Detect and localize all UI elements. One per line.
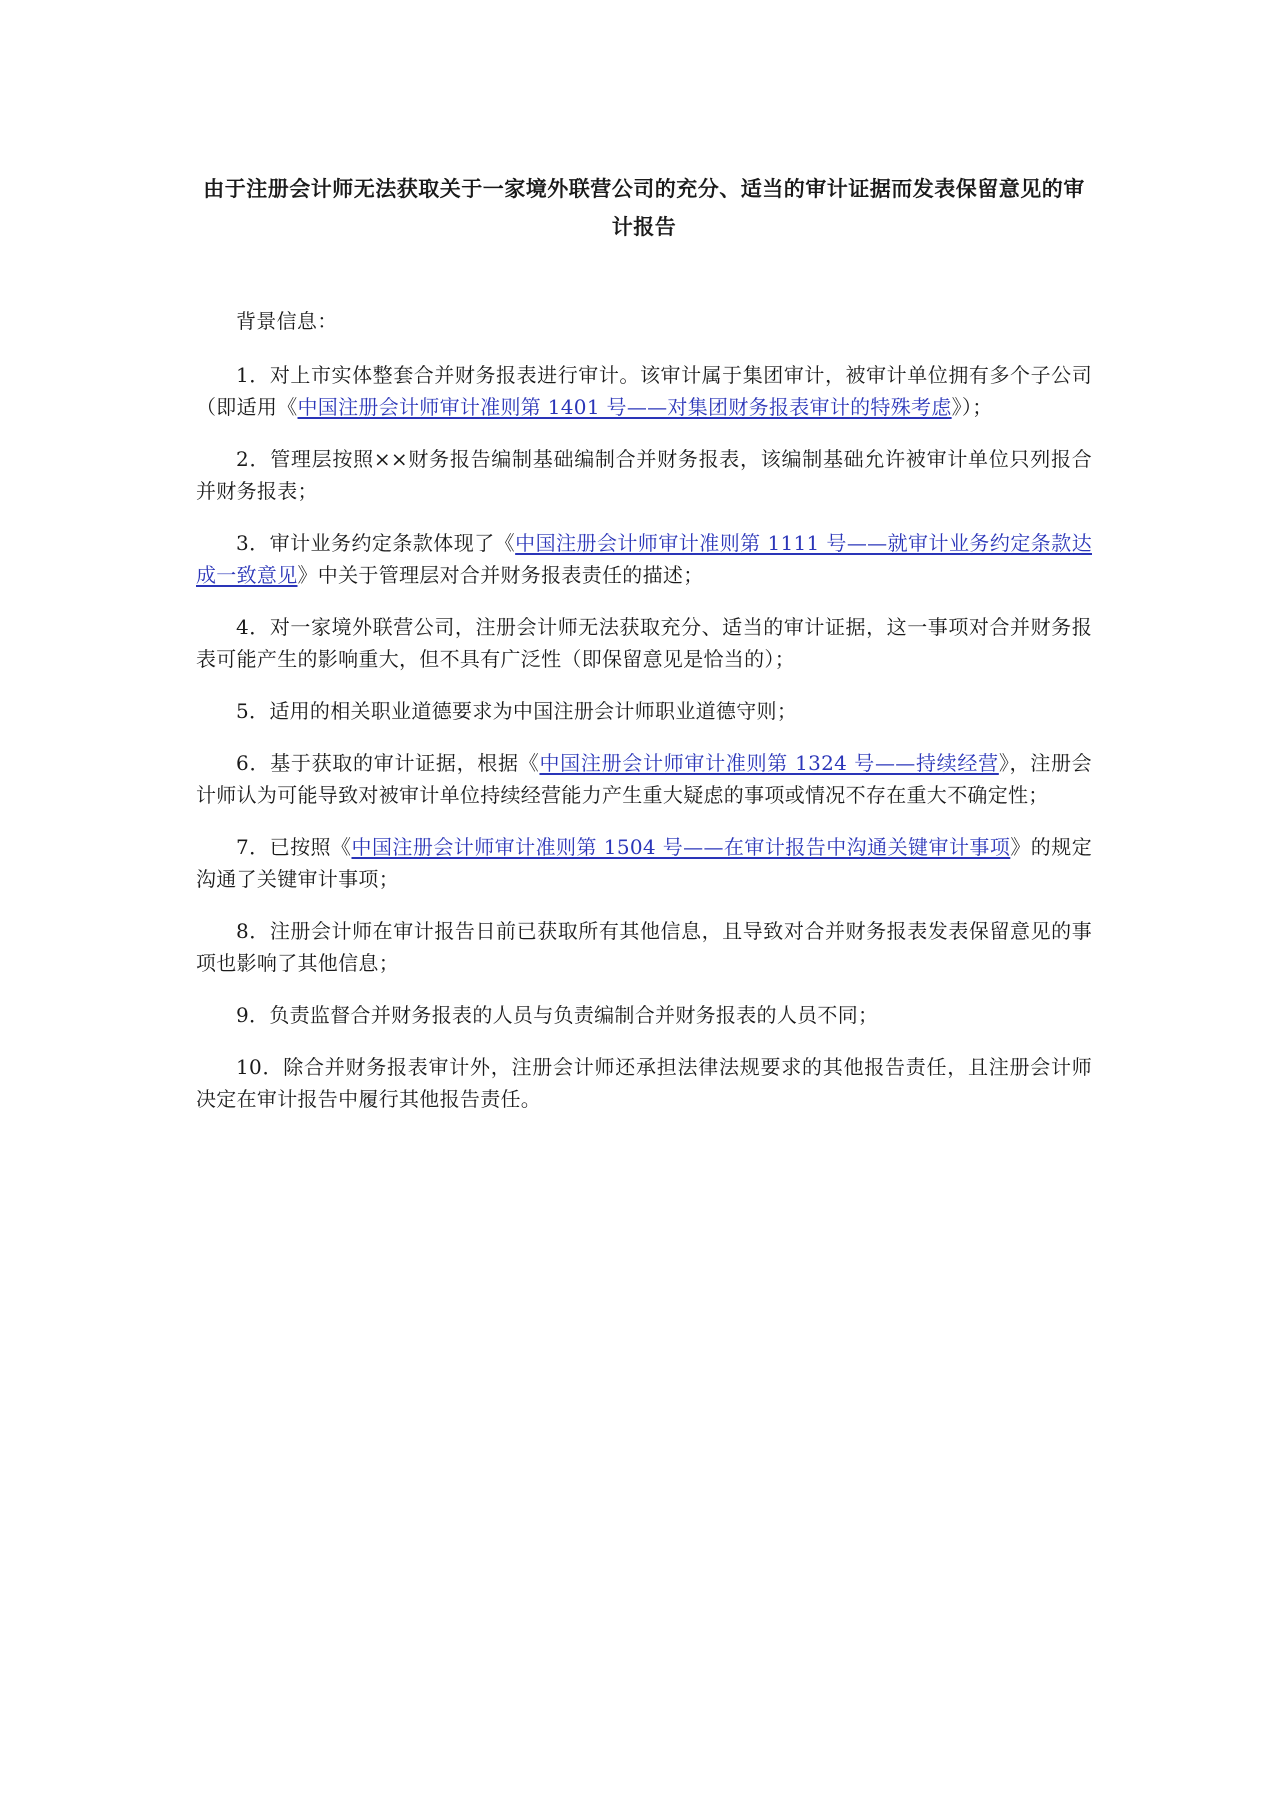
item-number: 3． (236, 531, 270, 555)
item-number: 7． (236, 835, 270, 859)
item-text-tail: 》，注册会计师认为可能导致对被审计单位持续经营能力产生重大疑虑的事项或情况不存在重大不确定性； (196, 751, 1092, 807)
list-item-2 (196, 443, 1092, 507)
list-item-5 (196, 695, 1092, 727)
list-item-9 (196, 999, 1092, 1031)
item-text: 审计业务约定条款体现了《 (269, 531, 516, 555)
background-heading: 背景信息： (236, 309, 338, 333)
item-text: 对一家境外联营公司，注册会计师无法获取充分、适当的审计证据，这一事项对合并财务报表可能产生的影响重大，但不具有广泛性（即保留意见是恰当的）； (196, 615, 1093, 671)
item-text-tail: 》的规定沟通了关键审计事项； (196, 835, 1093, 891)
item-text: 已按照《 (269, 835, 352, 859)
item-number: 5． (236, 699, 270, 723)
item-number: 6． (236, 751, 271, 775)
item-number: 4． (236, 615, 270, 639)
standard-1504-link[interactable]: 中国注册会计师审计准则第 1504 号——在审计报告中沟通关键审计事项 (351, 835, 1011, 859)
item-text: 除合并财务报表审计外，注册会计师还承担法律法规要求的其他报告责任，且注册会计师决定在审计报告中履行其他报告责任。 (196, 1055, 1092, 1111)
item-number: 9． (236, 1003, 270, 1027)
list-item-6 (196, 747, 1092, 811)
item-number: 2． (236, 447, 271, 471)
list-item-3 (196, 527, 1092, 591)
list-item-10 (196, 1051, 1092, 1115)
list-item-4 (196, 611, 1092, 675)
standard-1324-link[interactable]: 中国注册会计师审计准则第 1324 号——持续经营 (539, 751, 999, 775)
standard-1401-link[interactable]: 中国注册会计师审计准则第 1401 号——对集团财务报表审计的特殊考虑 (297, 395, 952, 419)
list-item-8 (196, 915, 1092, 979)
item-text: 管理层按照××财务报告编制基础编制合并财务报表，该编制基础允许被审计单位只列报合并财务报表； (196, 447, 1093, 503)
list-item-7 (196, 831, 1092, 895)
item-number: 10． (236, 1055, 284, 1079)
document-body (196, 305, 1092, 1135)
item-text: 对上市实体整套合并财务报表进行审计。该审计属于集团审计，被审计单位拥有多个子公司（即适用《 (196, 363, 1093, 419)
item-text: 适用的相关职业道德要求为中国注册会计师职业道德守则； (269, 699, 798, 723)
item-text: 负责监督合并财务报表的人员与负责编制合并财务报表的人员不同； (269, 1003, 879, 1027)
item-text-tail: 》中关于管理层对合并财务报表责任的描述； (297, 563, 704, 587)
standard-1111-link[interactable]: 中国注册会计师审计准则第 1111 号——就审计业务约定条款达成一致意见 (196, 531, 1092, 587)
item-text-tail: 》）； (951, 395, 993, 419)
item-text: 基于获取的审计证据，根据《 (270, 751, 540, 775)
item-number: 8． (236, 919, 270, 943)
list-item-1 (196, 359, 1092, 423)
item-text: 注册会计师在审计报告日前已获取所有其他信息，且导致对合并财务报表发表保留意见的事项也影响了其他信息； (196, 919, 1093, 975)
document-title: 由于注册会计师无法获取关于一家境外联营公司的充分、适当的审计证据而发表保留意见的审计报告 (203, 176, 1085, 239)
item-number: 1． (236, 363, 270, 387)
